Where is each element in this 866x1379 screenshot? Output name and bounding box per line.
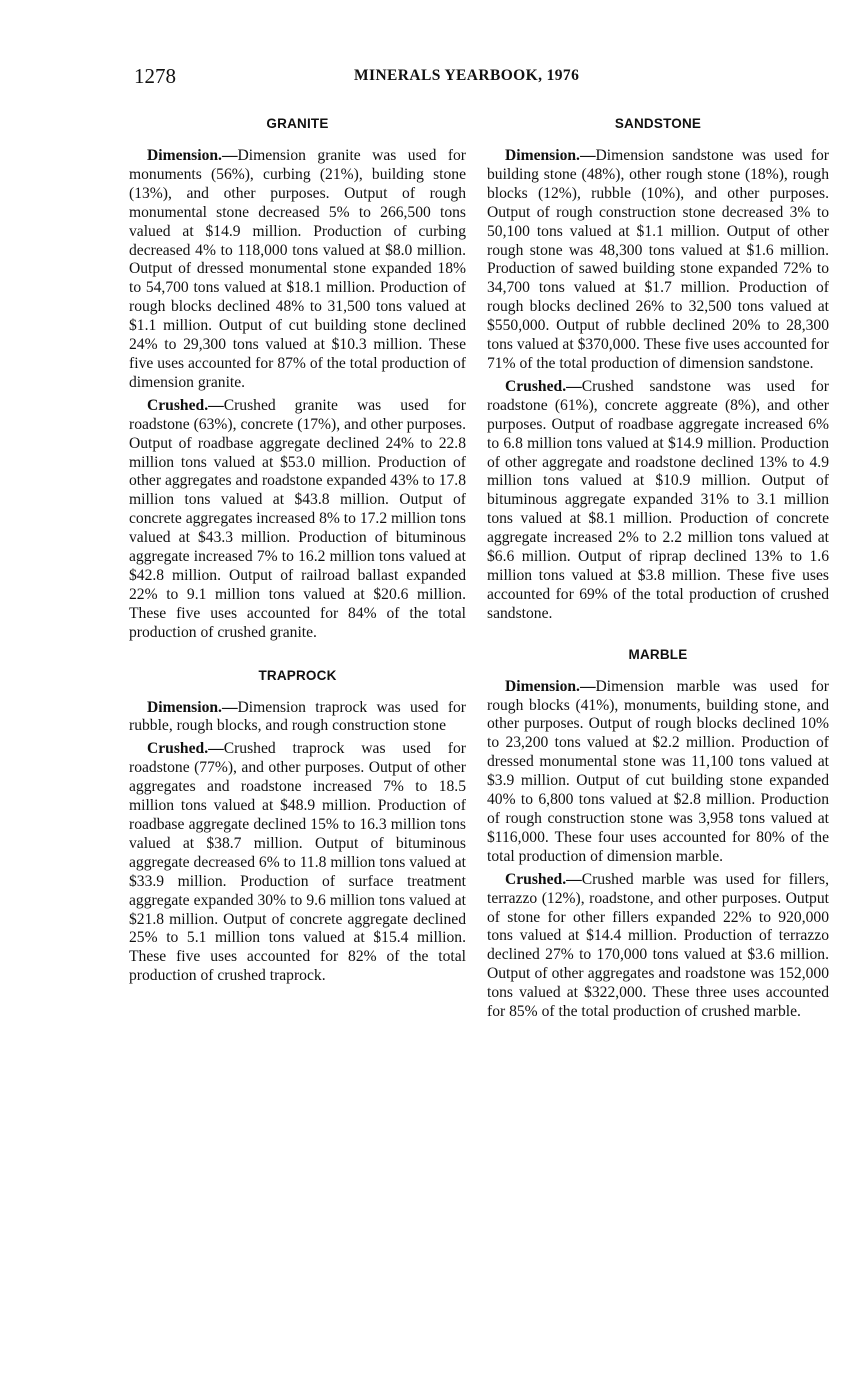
- right-column: [487, 116, 829, 1026]
- running-title: MINERALS YEARBOOK, 1976: [354, 67, 580, 84]
- granite-crushed-paragraph: [129, 397, 466, 643]
- sandstone-heading: SANDSTONE: [614, 116, 702, 131]
- granite-heading: GRANITE: [266, 116, 329, 131]
- granite-section: [129, 116, 466, 643]
- page-header: [0, 64, 866, 94]
- paragraph-lead: Dimension.—: [147, 698, 238, 716]
- paragraph-lead: Crushed.—: [147, 740, 224, 758]
- paragraph-text: Crushed traprock was used for roadstone (77%), and other purposes. Output of other aggregates and roadstone increased 7% to 18.5 million tons valued at $48.9 million. Production of roadbase aggregate declined 15% to 16.3 million tons valued at $38.7 million. Output of bituminous aggregate decreased 6% to 11.8 million tons valued at $33.9 million. Production of surface treatment aggregate expanded 30% to 9.6 million tons valued at $21.8 million. Output of concrete aggregate declined 25% to 5.1 million tons valued at $15.4 million. These five uses accounted for 82% of the total production of crushed traprock.: [129, 740, 466, 985]
- page-number: 1278: [134, 64, 176, 88]
- marble-dimension-paragraph: [487, 678, 829, 867]
- paragraph-lead: Dimension.—: [505, 677, 596, 695]
- granite-dimension-paragraph: [129, 147, 466, 393]
- traprock-dimension-paragraph: [129, 699, 466, 737]
- paragraph-text: Dimension granite was used for monuments (56%), curbing (21%), building stone (13%), and other purposes. Output of rough monumental stone decreased 5% to 266,500 tons valued at $14.9 million. Production of curbing decreased 4% to 118,000 tons valued at $8.0 million. Output of dressed monumental stone expanded 18% to 54,700 tons valued at $18.1 million. Production of rough blocks declined 48% to 31,500 tons valued at $1.1 million. Output of cut building stone declined 24% to 29,300 tons valued at $10.3 million. These five uses accounted for 87% of the total production of dimension granite.: [129, 147, 466, 391]
- left-column: [129, 116, 466, 990]
- paragraph-lead: Crushed.—: [505, 377, 582, 395]
- sandstone-crushed-paragraph: [487, 378, 829, 624]
- marble-section: [487, 647, 829, 1022]
- sandstone-dimension-paragraph: [487, 147, 829, 374]
- paragraph-lead: Dimension.—: [147, 147, 238, 164]
- paragraph-text: Crushed granite was used for roadstone (63%), concrete (17%), and other purposes. Output of roadbase aggregate declined 24% to 22.8 million tons valued at $53.0 million. Production of other aggregates and roadstone expanded 43% to 17.8 million tons valued at $43.8 million. Output of concrete aggregates increased 8% to 17.2 million tons valued at $43.3 million. Production of bituminous aggregate increased 7% to 16.2 million tons valued at $42.8 million. Output of railroad ballast expanded 22% to 9.1 million tons valued at $20.6 million. These five uses accounted for 84% of the total production of crushed granite.: [129, 396, 466, 641]
- traprock-crushed-paragraph: [129, 740, 466, 986]
- traprock-section: [129, 668, 466, 987]
- paragraph-text: Dimension marble was used for rough blocks (41%), monuments, building stone, and other purposes. Output of rough blocks declined 10% to 23,200 tons valued at $2.2 million. Production of dressed monumental stone was 11,100 tons valued at $3.9 million. Output of cut building stone expanded 40% to 6,800 tons valued at $2.8 million. Production of rough construction stone was 3,958 tons valued at $116,000. These four uses accounted for 80% of the total production of dimension marble.: [487, 677, 829, 865]
- marble-heading: MARBLE: [628, 646, 688, 662]
- paragraph-lead: Crushed.—: [147, 396, 224, 414]
- paragraph-text: Crushed marble was used for fillers, terrazzo (12%), roadstone, and other purposes. Output of stone for other fillers expanded 22% to 920,000 tons valued at $14.4 million. Production of terrazzo declined 27% to 170,000 tons valued at $3.6 million. Output of other aggregates and roadstone was 152,000 tons valued at $322,000. These three uses accounted for 85% of the total production of crushed marble.: [487, 870, 829, 1021]
- traprock-heading: TRAPROCK: [258, 667, 337, 683]
- paragraph-text: Dimension sandstone was used for building stone (48%), other rough stone (18%), rough blocks (12%), rubble (10%), and other purposes. Output of rough construction stone decreased 3% to 50,100 tons valued at $1.1 million. Output of other rough stone was 48,300 tons valued at $1.6 million. Production of sawed building stone expanded 72% to 34,700 tons valued at $1.7 million. Production of rough blocks declined 26% to 32,500 tons valued at $550,000. Output of rubble declined 20% to 28,300 tons valued at $370,000. These five uses accounted for 71% of the total production of dimension sandstone.: [487, 147, 829, 372]
- marble-crushed-paragraph: [487, 871, 829, 1022]
- paragraph-lead: Crushed.—: [505, 870, 582, 888]
- paragraph-text: Dimension traprock was used for rubble, rough blocks, and rough construction stone: [129, 698, 466, 735]
- paragraph-lead: Dimension.—: [505, 147, 596, 164]
- sandstone-section: [487, 116, 829, 624]
- paragraph-text: Crushed sandstone was used for roadstone (61%), concrete aggreate (8%), and other purposes. Output of roadbase aggregate increased 6% to 6.8 million tons valued at $14.9 million. Production of other aggregate and roadstone declined 13% to 4.9 million tons valued at $10.9 million. Output of bituminous aggregate expanded 31% to 3.1 million tons valued at $8.1 million. Production of concrete aggregate increased 2% to 2.2 million tons valued at $6.6 million. Output of riprap declined 13% to 1.6 million tons valued at $3.8 million. These five uses accounted for 69% of the total production of crushed sandstone.: [487, 377, 829, 622]
